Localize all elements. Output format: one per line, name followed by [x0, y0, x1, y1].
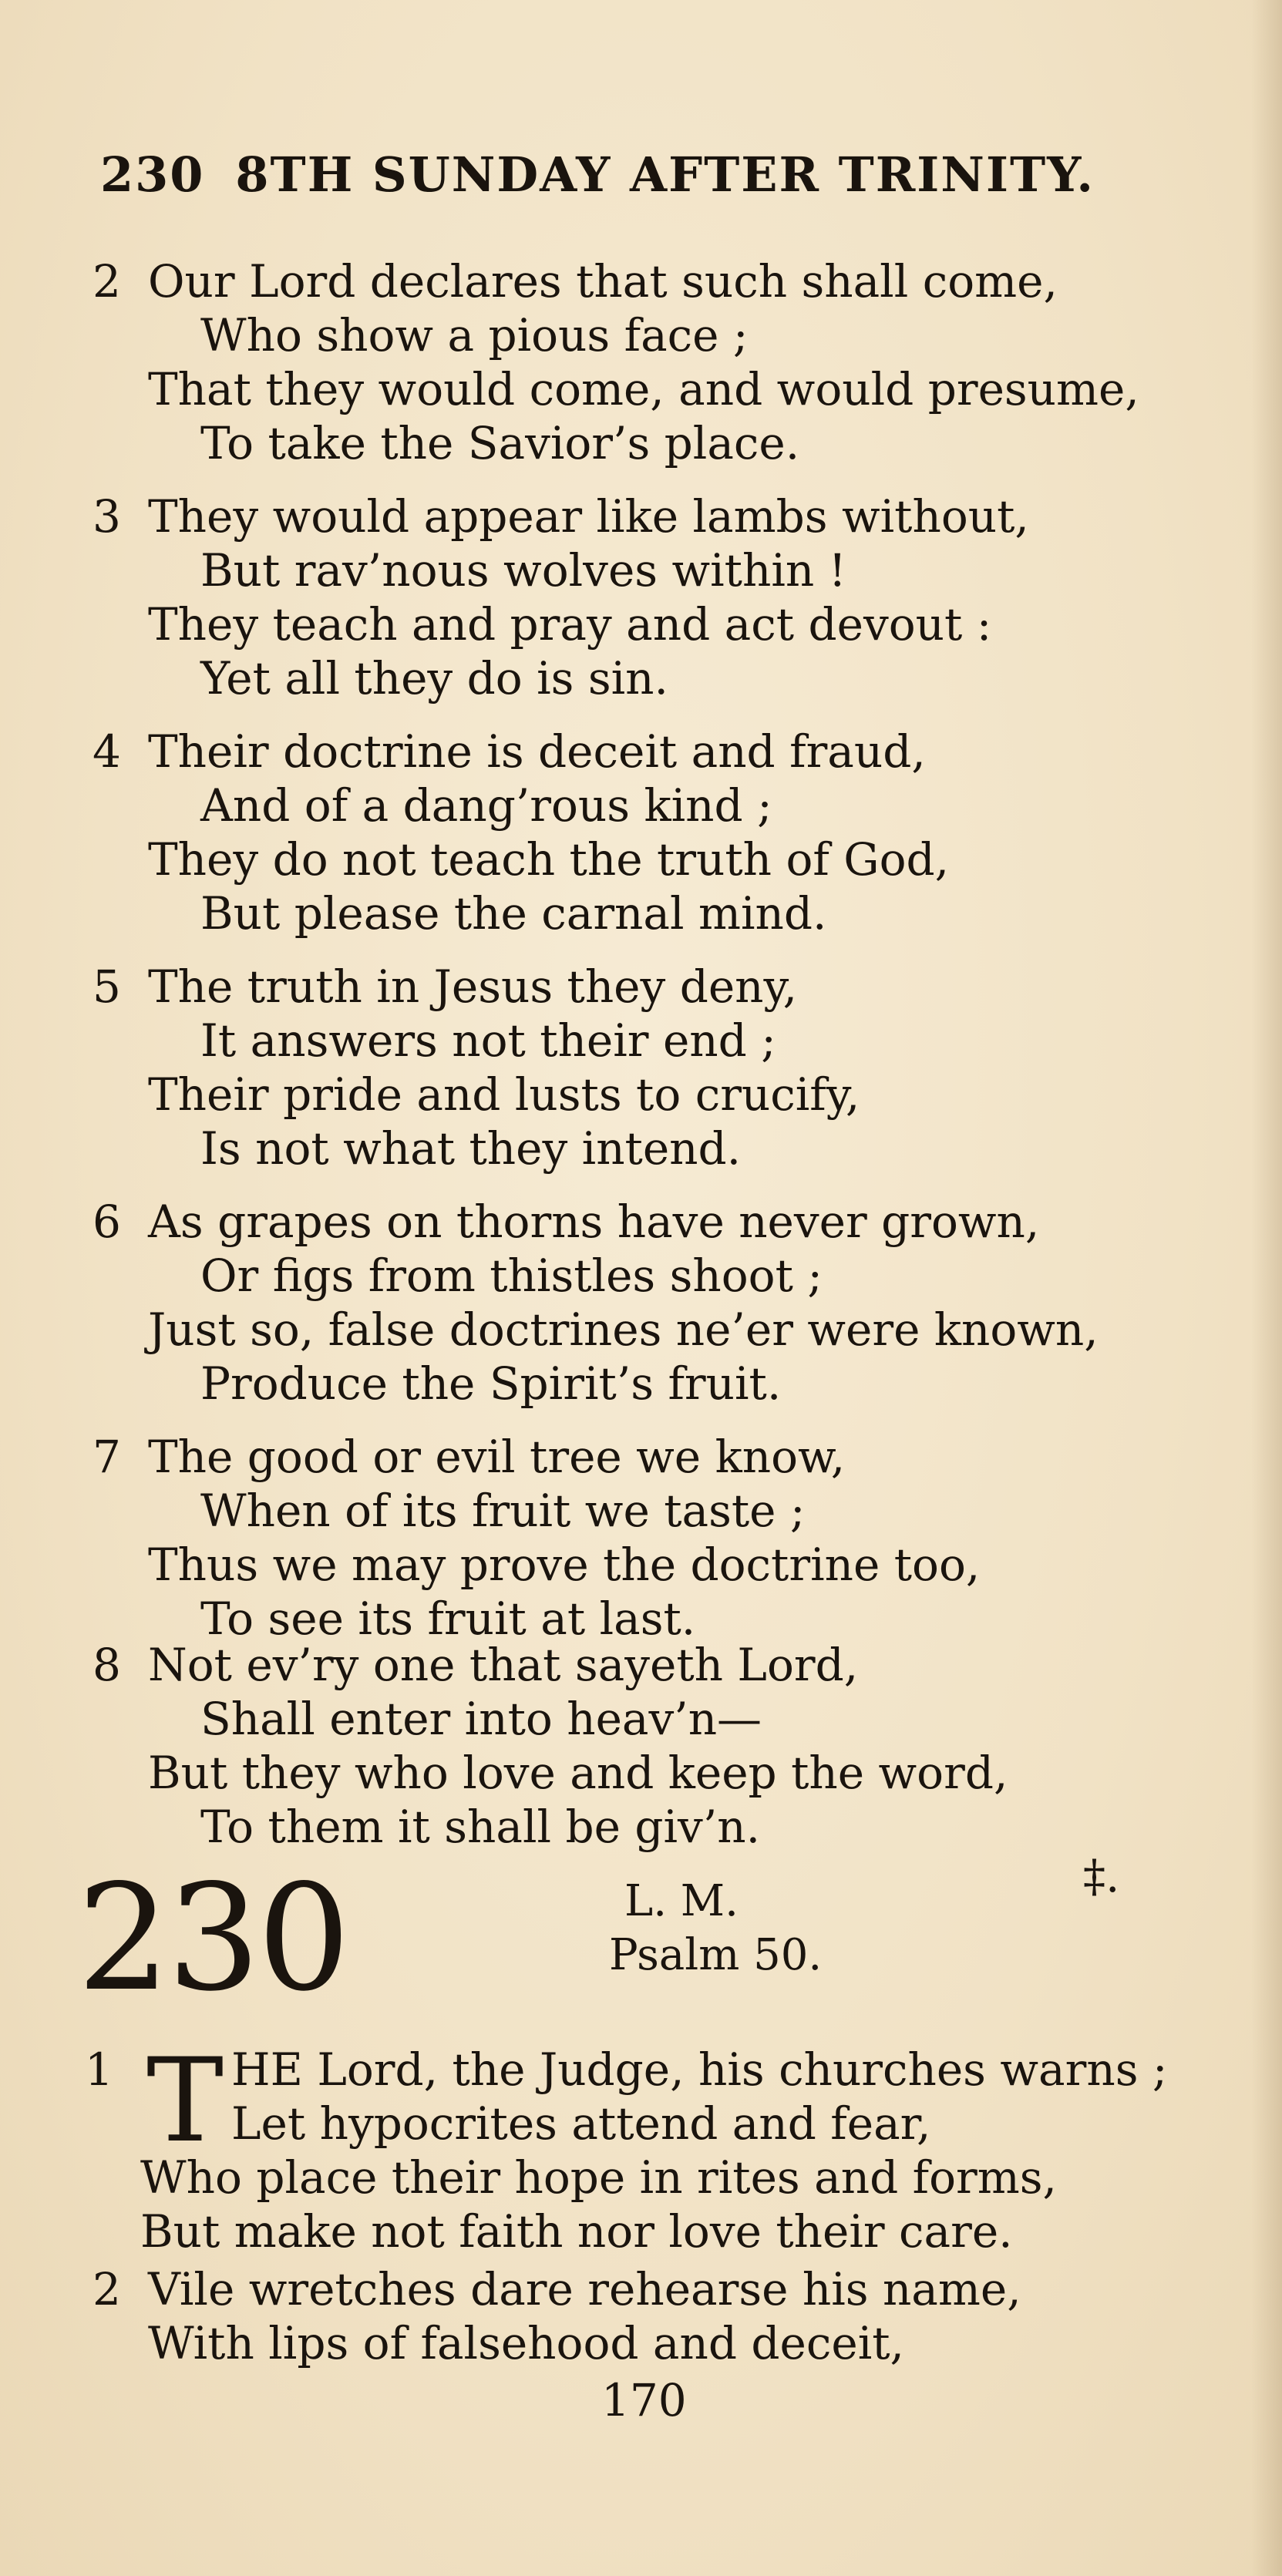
verse-line: Who show a pious face ;: [200, 309, 749, 362]
stanza-8: [93, 1638, 1203, 1854]
verse-line: 4 Their doctrine is deceit and fraud,: [93, 725, 926, 778]
verse-line: 6 As grapes on thorns have never grown,: [93, 1196, 1040, 1248]
verse-line: 5 The truth in Jesus they deny,: [93, 960, 798, 1013]
verse-line: To take the Savior’s place.: [200, 417, 800, 469]
verse-line: But they who love and keep the word,: [148, 1747, 1008, 1799]
verse-line: 3 They would appear like lambs without,: [93, 490, 1029, 543]
verse-line: Just so, false doctrines ne’er were known,: [148, 1303, 1099, 1356]
verse-line: Shall enter into heav’n—: [200, 1693, 762, 1745]
verse-line: Produce the Spirit’s fruit.: [200, 1357, 782, 1410]
verse-line: But rav’nous wolves within !: [200, 544, 846, 597]
verse-line: When of its fruit we taste ;: [200, 1485, 806, 1537]
verse-line: 7 The good or evil tree we know,: [93, 1431, 846, 1483]
verse-line: And of a dang’rous kind ;: [200, 779, 772, 832]
verse-line: 2 Vile wretches dare rehearse his name,: [93, 2263, 1021, 2315]
verse-line: Or figs from thistles shoot ;: [200, 1249, 823, 1302]
verse-line: But please the carnal mind.: [200, 887, 827, 940]
verse-line: That they would come, and would presume,: [148, 363, 1139, 415]
verse-line: With lips of falsehood and deceit,: [148, 2317, 904, 2369]
signature-number: 170: [601, 2374, 687, 2426]
hymn-heading: [77, 1853, 1203, 2031]
verse-line: It answers not their end ;: [200, 1014, 776, 1067]
stanza-number: 5: [93, 960, 121, 1013]
stanza-number: 2: [93, 255, 121, 308]
stanza-number: 3: [93, 490, 121, 543]
page-edge-shadow: [1251, 0, 1282, 2576]
verse-line: Let hypocrites attend and fear,: [231, 2097, 931, 2150]
verse-line: 2 Our Lord declares that such shall come,: [93, 255, 1058, 308]
verse-line: They do not teach the truth of God,: [148, 833, 950, 886]
stanza-number: 8: [93, 1639, 121, 1691]
stanza-number: 2: [93, 2263, 121, 2315]
page-number: 230: [100, 146, 205, 203]
stanza-number: 6: [93, 1196, 121, 1248]
verse-line: Who place their hope in rites and forms,: [140, 2151, 1057, 2204]
stanza-4: [93, 725, 1203, 940]
verse-line: Is not what they intend.: [200, 1122, 742, 1175]
hymn-stanza-1: [85, 2034, 1210, 2258]
verse-line: They teach and pray and act devout :: [148, 598, 992, 651]
verse-line: HE Lord, the Judge, his churches warns ;: [231, 2043, 1168, 2096]
stanza-2: [93, 254, 1203, 470]
running-header: [100, 146, 1095, 203]
hymn-number: 230: [77, 1853, 348, 2023]
verse-line: To see its fruit at last.: [200, 1592, 696, 1645]
stanza-number: 7: [93, 1431, 121, 1483]
stanza-3: [93, 489, 1203, 705]
hymn-source: Psalm 50.: [609, 1930, 823, 1980]
end-mark: ‡.: [1083, 1850, 1120, 1902]
verse-line: But make not faith nor love their care.: [140, 2205, 1013, 2258]
stanza-7: [93, 1430, 1203, 1646]
hymn-meter: L. M.: [624, 1876, 739, 1926]
drop-cap: T: [146, 2034, 224, 2168]
stanza-6: [93, 1195, 1203, 1411]
verse-line: Thus we may prove the doctrine too,: [148, 1539, 981, 1591]
verse-line: To them it shall be giv’n.: [200, 1801, 761, 1853]
verse-line: Their pride and lusts to crucify,: [148, 1068, 860, 1121]
stanza-number: 4: [93, 725, 121, 778]
running-title: 8TH SUNDAY AFTER TRINITY.: [235, 146, 1095, 203]
hymn-stanza-2: [93, 2262, 1203, 2370]
verse-line: 8 Not ev’ry one that sayeth Lord,: [93, 1639, 859, 1691]
stanza-number: 1: [85, 2043, 113, 2096]
verse-line: Yet all they do is sin.: [200, 652, 668, 705]
stanza-5: [93, 960, 1203, 1175]
